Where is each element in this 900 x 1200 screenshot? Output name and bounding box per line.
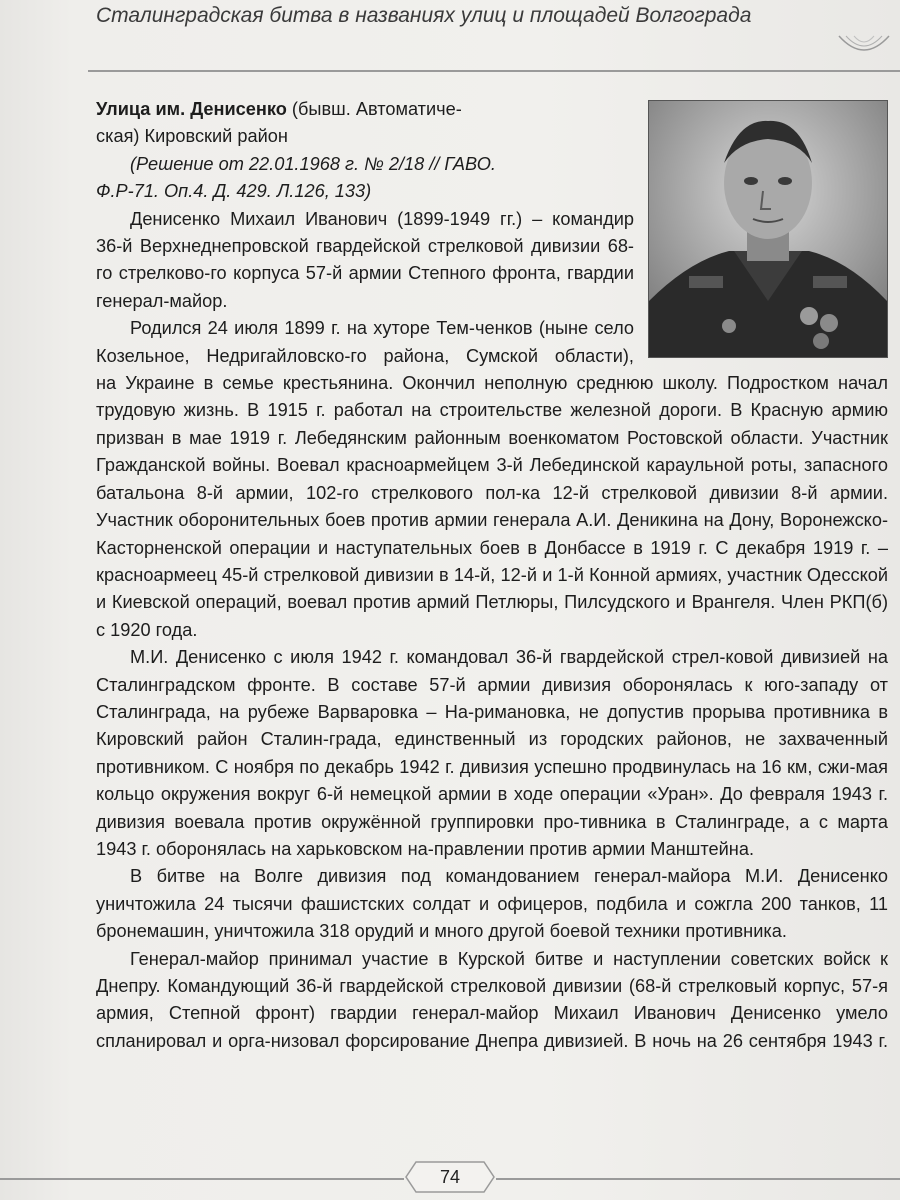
bio-intro: Денисенко Михаил Иванович (1899-1949 гг.) – командир 36-й Верхнеднепровской гвардейской стрелковой дивизии 68-го стрелково-го корпуса 57-й армии Степного фронта, гвардии генерал-майор. — [96, 208, 634, 311]
paragraph-4: Генерал-майор принимал участие в Курской битве и наступлении советских войск к Днепру. Командующий 36-й гвардейской стрелковой дивизии (68-й стрелковый корпус, 57-я армия, Степной фронт) гвардии генерал-майор Михаил Иванович Денисенко умело спланировал и орга-низовал форсирование Днепра дивизией. В ночь на 26 сентября 1943 г. — [96, 948, 888, 1051]
paragraph-3: В битве на Волге дивизия под командованием генерал-майора М.И. Денисенко уничтожила 24 тысячи фашистских солдат и офицеров, подбила и сожгла 200 танков, 11 бронемашин, уничтожила 318 орудий и много другой боевой техники противника. — [96, 866, 888, 942]
footer-rule-right — [496, 1178, 900, 1180]
entry-heading — [96, 96, 632, 123]
heading-line-2: ская) Кировский район — [96, 126, 288, 147]
article-body — [96, 96, 888, 1055]
heading-rest: (бывш. Автоматиче- — [286, 99, 462, 119]
footer-rule-left — [0, 1178, 404, 1180]
paragraph-1-start: Родился 24 июля 1899 г. на хуторе Тем-ченков (ныне село Козельное, Недригайловско-го района, Сумской области), — [96, 318, 634, 366]
street-name: Улица им. Денисенко — [96, 99, 287, 119]
reference-line-2: Ф.Р-71. Оп.4. Д. 429. Л.126, 133) — [96, 181, 372, 202]
header-ornament-icon — [834, 34, 894, 70]
page-number: 74 — [439, 1167, 461, 1187]
paragraph-1-rest: на Украине в семье крестьянина. Окончил неполную среднюю школу. Подростком начал трудовую жизнь. В 1915 г. работал на строительстве железной дороги. В Красную армию призван в мае 1919 г. Лебедянским районным военкоматом Ростовской области. Участник Гражданской войны. Воевал красноармейцем 3-й Лебединской караульной роты, запасного батальона 8-й армии, 102-го стрелкового пол-ка 12-й стрелковой дивизии 8-й армии. Участник оборонительных боев против армии генерала А.И. Деникина на Дону, Воронежско-Касторненской операции и наступательных боев в Донбассе в 1919 г. С декабря 1919 г. – красноармеец 45-й стрелковой дивизии в 14-й, 12-й и 1-й Конной армиях, участник Одесской и Киевской операций, воевал против армий Петлюры, Пилсудского и Врангеля. Член РКП(б) с 1920 года. — [96, 373, 888, 640]
running-header — [88, 30, 900, 72]
reference-line-1: (Решение от 22.01.1968 г. № 2/18 // ГАВО. — [130, 153, 496, 174]
paragraph-2: М.И. Денисенко с июля 1942 г. командовал 36-й гвардейской стрел-ковой дивизией на Сталинградском фронте. В составе 57-й армии дивизия оборонялась к юго-западу от Сталинграда, на рубеже Варваровка – На-римановка, не допустив прорыва противника в Кировский район Сталин-града, единственный из городских районов, не захваченный противником. С ноября по декабрь 1942 г. дивизия успешно продвинулась на 16 км, сжи-мая кольцо окружения вокруг 6-й немецкой армии в ходе операции «Уран». До февраля 1943 г. дивизия воевала против окружённой группировки про-тивника в Сталинграде, а с марта 1943 г. оборонялась на харьковском на-правлении против армии Манштейна. — [96, 647, 888, 859]
running-header-title: Сталинградская битва в названиях улиц и площадей Волгограда — [96, 4, 752, 27]
